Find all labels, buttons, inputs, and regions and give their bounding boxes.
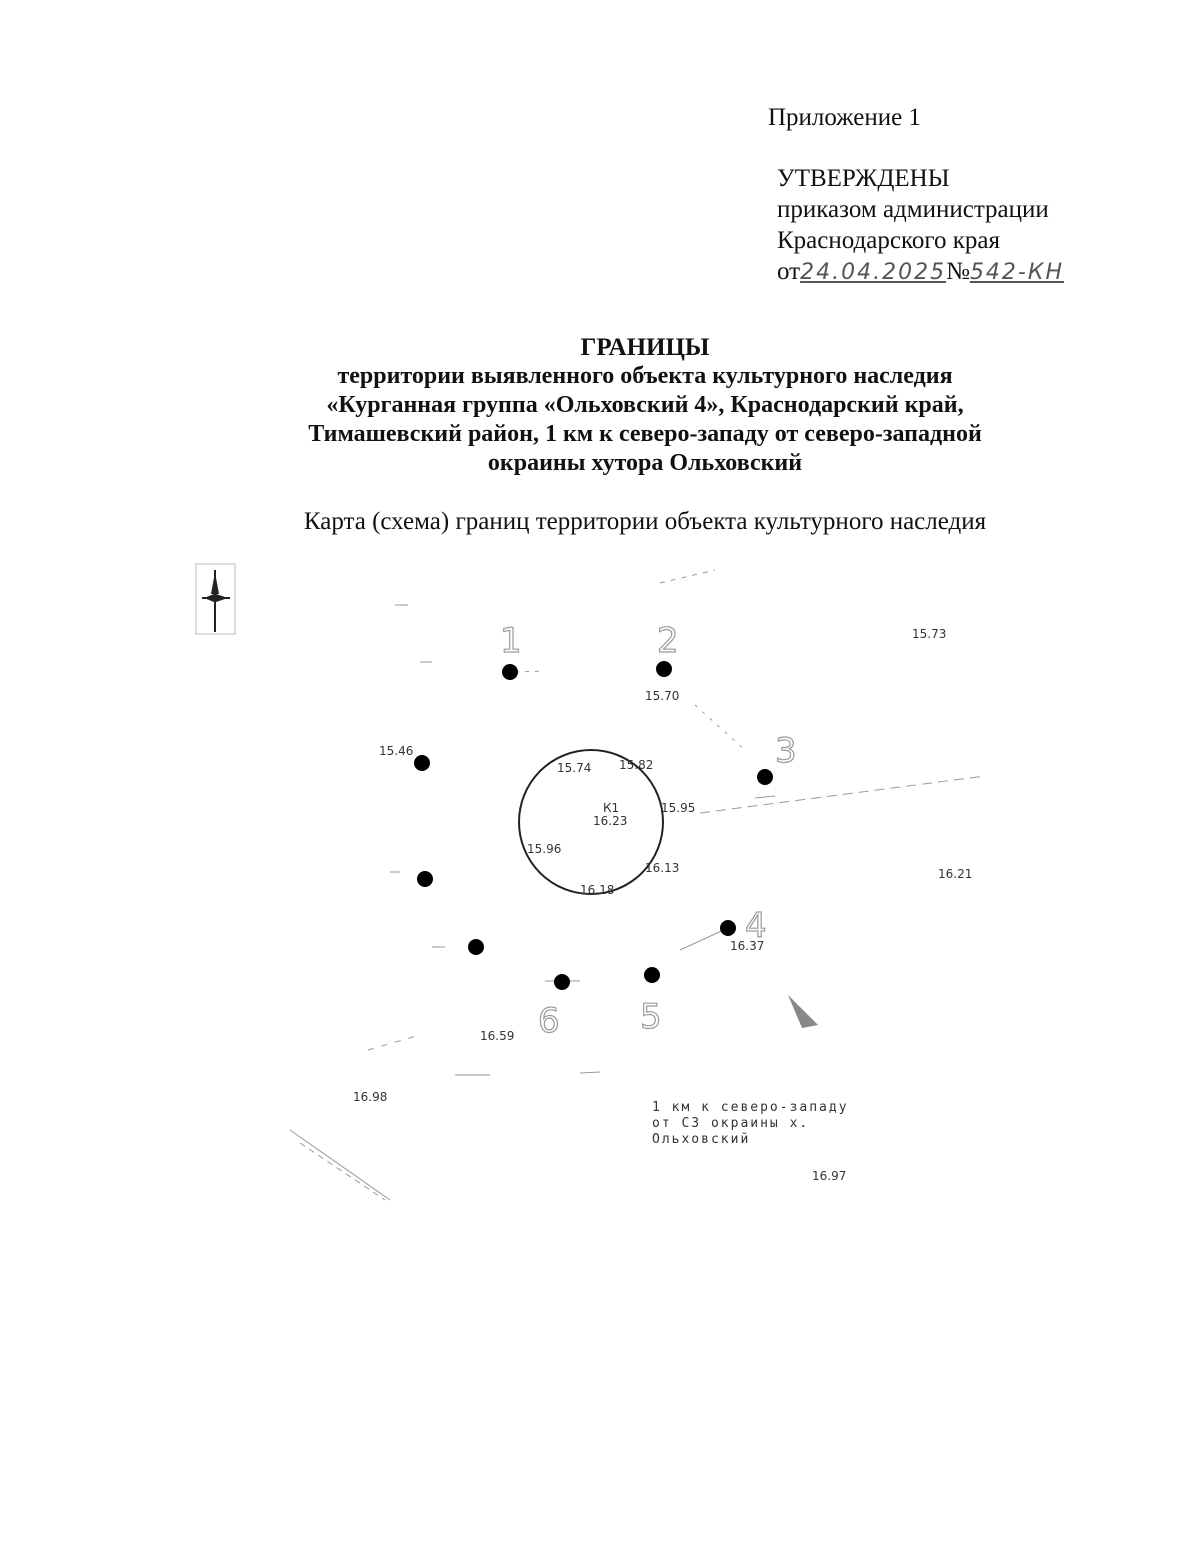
elevation-mark: 15.95 xyxy=(661,801,696,815)
elevation-mark: 16.59 xyxy=(480,1029,515,1043)
approved-line-2: Краснодарского края xyxy=(777,227,1000,254)
title-line-1: территории выявленного объекта культурного наследия xyxy=(337,363,953,389)
arrow-marker-icon xyxy=(788,995,818,1028)
compass-icon xyxy=(196,564,235,634)
boundary-point-marker xyxy=(502,664,518,680)
elevation-mark: 16.37 xyxy=(730,939,765,953)
boundary-point-marker xyxy=(417,871,433,887)
elevation-mark: 16.18 xyxy=(580,883,615,897)
title-line-2: «Курганная группа «Ольховский 4», Краснодарский край, xyxy=(326,392,964,418)
approved-title: УТВЕРЖДЕНЫ xyxy=(777,165,950,192)
boundary-point-label-6: 6 xyxy=(538,1001,560,1041)
background-lines xyxy=(290,570,985,1200)
appendix-label: Приложение 1 xyxy=(768,104,921,131)
boundary-point-marker xyxy=(656,661,672,677)
elevation-mark: 15.82 xyxy=(619,758,654,772)
location-note-line-3: Ольховский xyxy=(652,1132,751,1147)
boundary-point-marker xyxy=(757,769,773,785)
boundary-point-marker xyxy=(414,755,430,771)
elevation-mark: 15.46 xyxy=(379,744,414,758)
elevation-mark: 16.23 xyxy=(593,814,628,828)
boundary-point-label-1: 1 xyxy=(500,621,522,661)
approval-date-number xyxy=(777,256,1064,288)
boundary-point-label-2: 2 xyxy=(657,621,679,661)
elevation-mark: 16.13 xyxy=(645,861,680,875)
map-subtitle: Карта (схема) границ территории объекта культурного наследия xyxy=(303,508,987,535)
date-prefix: от xyxy=(777,258,801,285)
boundary-point-label-4: 4 xyxy=(745,906,767,946)
handwritten-date: 24.04.2025 xyxy=(800,260,947,285)
title-line-3: Тимашевский район, 1 км к северо-западу от северо-западной xyxy=(308,421,982,447)
boundary-point-marker xyxy=(644,967,660,983)
document-title xyxy=(150,333,1140,478)
title-head: ГРАНИЦЫ xyxy=(580,334,710,361)
boundary-point-label-5: 5 xyxy=(640,997,662,1037)
handwritten-number: 542-КН xyxy=(969,260,1065,285)
boundary-point-label-3: 3 xyxy=(775,731,797,771)
elevation-mark: 15.70 xyxy=(645,689,680,703)
boundary-point-marker xyxy=(468,939,484,955)
elevation-mark: 16.21 xyxy=(938,867,973,881)
location-note-line-1: 1 км к северо-западу xyxy=(652,1100,849,1115)
boundary-point-marker xyxy=(554,974,570,990)
map-canvas xyxy=(0,550,1200,1230)
title-line-4: окраины хутора Ольховский xyxy=(487,450,803,476)
approved-line-1: приказом администрации xyxy=(777,196,1049,223)
mound-label: К1 xyxy=(603,801,620,815)
boundary-point-marker xyxy=(720,920,736,936)
boundary-map xyxy=(0,550,1200,1230)
elevation-mark: 15.96 xyxy=(527,842,562,856)
elevation-mark: 16.97 xyxy=(812,1169,847,1183)
number-prefix: № xyxy=(946,258,970,285)
approval-block xyxy=(777,163,1064,288)
elevation-mark: 15.73 xyxy=(912,627,947,641)
elevation-mark: 16.98 xyxy=(353,1090,388,1104)
location-note-line-2: от СЗ окраины х. xyxy=(652,1116,810,1131)
elevation-mark: 15.74 xyxy=(557,761,592,775)
